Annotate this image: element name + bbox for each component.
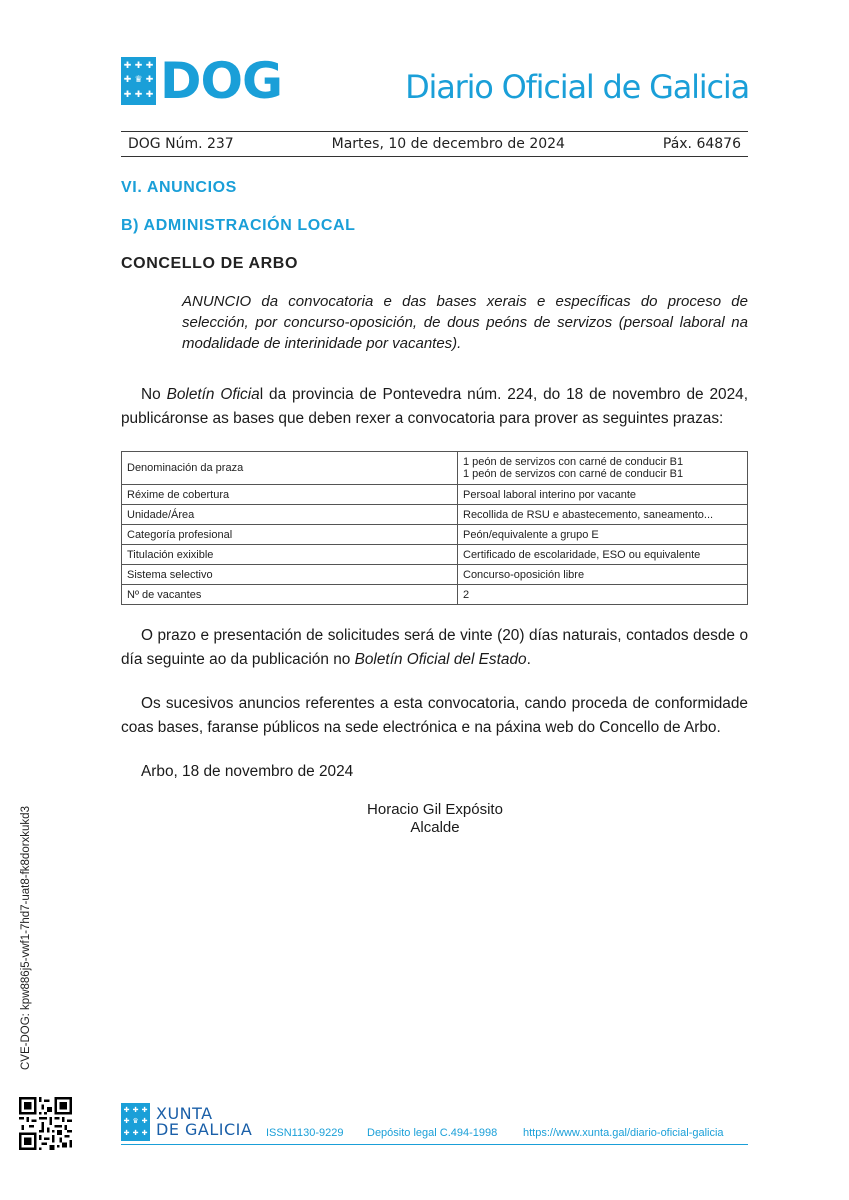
intro-paragraph: No Boletín Oficial da provincia de Pontevedra núm. 224, do 18 de novembro de 2024, publicáronse as bases que deben rexer a convocatoria para prover as seguintes prazas: <box>121 386 748 427</box>
table-cell-label: Titulación exixible <box>122 545 458 565</box>
table-row <box>122 525 748 545</box>
table-cell-label: Denominación da praza <box>122 452 458 485</box>
table-cell-value: Recollida de RSU e abastecemento, saneamento... <box>458 505 748 525</box>
table-cell-label: Categoría profesional <box>122 525 458 545</box>
section-subsection: B) ADMINISTRACIÓN LOCAL <box>121 217 356 234</box>
deadline-paragraph: O prazo e presentación de solicitudes será de vinte (20) días naturais, contados desde o día seguinte ao da publicación no Boletín Oficial del Estado. <box>121 627 748 668</box>
cve-code: CVE-DOG: kpw886j5-vwf1-7hd7-uat8-fk8dorxkukd3 <box>20 806 32 1070</box>
table-cell-value: Certificado de escolaridade, ESO ou equivalente <box>458 545 748 565</box>
issn: ISSN1130-9229 <box>266 1127 344 1139</box>
page-number: Páx. 64876 <box>662 136 741 152</box>
table-cell-label: Nº de vacantes <box>122 585 458 605</box>
table-cell-value: 2 <box>458 585 748 605</box>
anuncio-summary: ANUNCIO da convocatoria e das bases xerais e específicas do proceso de selección, por concurso-oposición, de dous peóns de servizos (persoal laboral na modalidade de interinidade por vacantes). <box>182 293 748 352</box>
issue-date: Martes, 10 de decembro de 2024 <box>331 136 565 152</box>
table-cell-value: Peón/equivalente a grupo E <box>458 525 748 545</box>
issue-number: DOG Núm. 237 <box>128 136 234 152</box>
table-row <box>122 545 748 565</box>
table-row <box>122 452 748 485</box>
dog-logo <box>121 52 283 110</box>
table-row <box>122 565 748 585</box>
footer-divider <box>121 1144 748 1145</box>
issue-header-bar <box>121 131 748 157</box>
positions-table <box>121 451 748 605</box>
notices-paragraph: Os sucesivos anuncios referentes a esta convocatoria, cando proceda de conformidade coas bases, faranse públicos na sede electrónica e na páxina web do Concello de Arbo. <box>121 695 748 736</box>
xunta-logo <box>121 1103 252 1141</box>
xunta-wordmark: XUNTA DE GALICIA <box>156 1104 253 1139</box>
table-cell-value: Persoal laboral interino por vacante <box>458 485 748 505</box>
dog-logo-text: DOG <box>160 52 283 110</box>
table-cell-label: Réxime de cobertura <box>122 485 458 505</box>
site-title: Diario Oficial de Galicia <box>405 68 749 106</box>
section-part: VI. ANUNCIOS <box>121 179 237 196</box>
galicia-crest-icon: ✚ ✚ ✚ ✚ ♛ ✚ ✚ ✚ ✚ <box>121 1103 150 1141</box>
signatory-name: Horacio Gil Expósito <box>367 801 503 818</box>
footer-url-link[interactable]: https://www.xunta.gal/diario-oficial-galicia <box>523 1127 724 1139</box>
table-cell-label: Sistema selectivo <box>122 565 458 585</box>
deposito-legal: Depósito legal C.494-1998 <box>367 1127 498 1139</box>
table-cell-label: Unidade/Área <box>122 505 458 525</box>
table-row <box>122 505 748 525</box>
section-entity: CONCELLO DE ARBO <box>121 255 299 272</box>
table-cell-value: 1 peón de servizos con carné de conducir B1 1 peón de servizos con carné de conducir B1 <box>458 452 748 485</box>
table-row <box>122 585 748 605</box>
table-cell-value: Concurso-oposición libre <box>458 565 748 585</box>
place-date: Arbo, 18 de novembro de 2024 <box>141 763 354 780</box>
table-row <box>122 485 748 505</box>
signatory-title: Alcalde <box>410 819 460 836</box>
galicia-crest-icon: ✚ ✚ ✚ ✚ ♛ ✚ ✚ ✚ ✚ <box>121 57 156 105</box>
qr-code-icon <box>19 1097 72 1150</box>
